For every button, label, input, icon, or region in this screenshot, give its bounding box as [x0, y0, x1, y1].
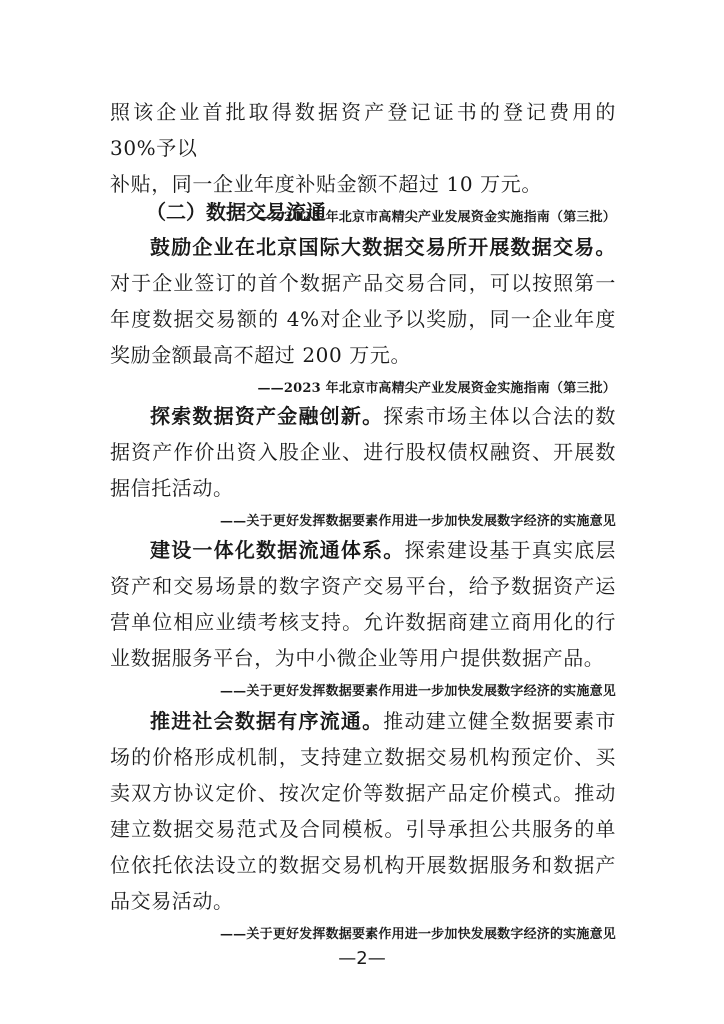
item-lead: 鼓励企业在北京国际大数据交易所开展数据交易。: [150, 235, 616, 259]
item-body: 探索建设基于真实底层资产和交易场景的数字资产交易平台，给予数据资产运营单位相应业绩考核支持。允许数据商建立商用化的行业数据服务平台，为中小微企业等用户提供数据产品。: [110, 538, 616, 670]
item-paragraph: [110, 703, 616, 919]
item-4: [110, 703, 616, 942]
item-lead: 推进社会数据有序流通。: [150, 709, 384, 733]
item-paragraph: [110, 398, 616, 506]
section-heading: （二）数据交易流通: [146, 200, 326, 224]
continuation-line-2: 补贴，同一企业年度补贴金额不超过 10 万元。: [110, 172, 542, 196]
item-body: 推动建立健全数据要素市场的价格形成机制，支持建立数据交易机构预定价、买卖双方协议定价、按次定价等数据产品定价模式。推动建立数据交易范式及合同模板。引导承担公共服务的单位依托依法设立的数据交易机构开展数据服务和数据产品交易活动。: [110, 709, 616, 913]
item-body: 探索市场主体以合法的数据资产作价出资入股企业、进行股权债权融资、开展数据信托活动。: [110, 404, 616, 500]
continuation-line-1: 照该企业首批取得数据资产登记证书的登记费用的 30%予以: [110, 100, 616, 160]
item-paragraph: [110, 229, 616, 373]
item-lead: 建设一体化数据流通体系。: [150, 538, 405, 562]
source-citation: ——2023 年北京市高精尖产业发展资金实施指南（第三批）: [257, 210, 616, 225]
item-body: 对于企业签订的首个数据产品交易合同，可以按照第一年度数据交易额的 4%对企业予以奖励，同一企业年度奖励金额最高不超过 200 万元。: [110, 271, 616, 367]
source-citation: ——关于更好发挥数据要素作用进一步加快发展数字经济的实施意见: [219, 927, 616, 942]
source-citation: ——2023 年北京市高精尖产业发展资金实施指南（第三批）: [257, 381, 616, 396]
item-2: [110, 398, 616, 529]
source-citation: ——关于更好发挥数据要素作用进一步加快发展数字经济的实施意见: [219, 684, 616, 699]
item-paragraph: [110, 532, 616, 676]
source-citation: ——关于更好发挥数据要素作用进一步加快发展数字经济的实施意见: [219, 514, 616, 529]
item-lead: 探索数据资产金融创新。: [150, 404, 384, 428]
item-1: [110, 229, 616, 396]
heading-block: [110, 196, 616, 228]
page-number: —2—: [338, 948, 386, 969]
item-3: [110, 532, 616, 699]
